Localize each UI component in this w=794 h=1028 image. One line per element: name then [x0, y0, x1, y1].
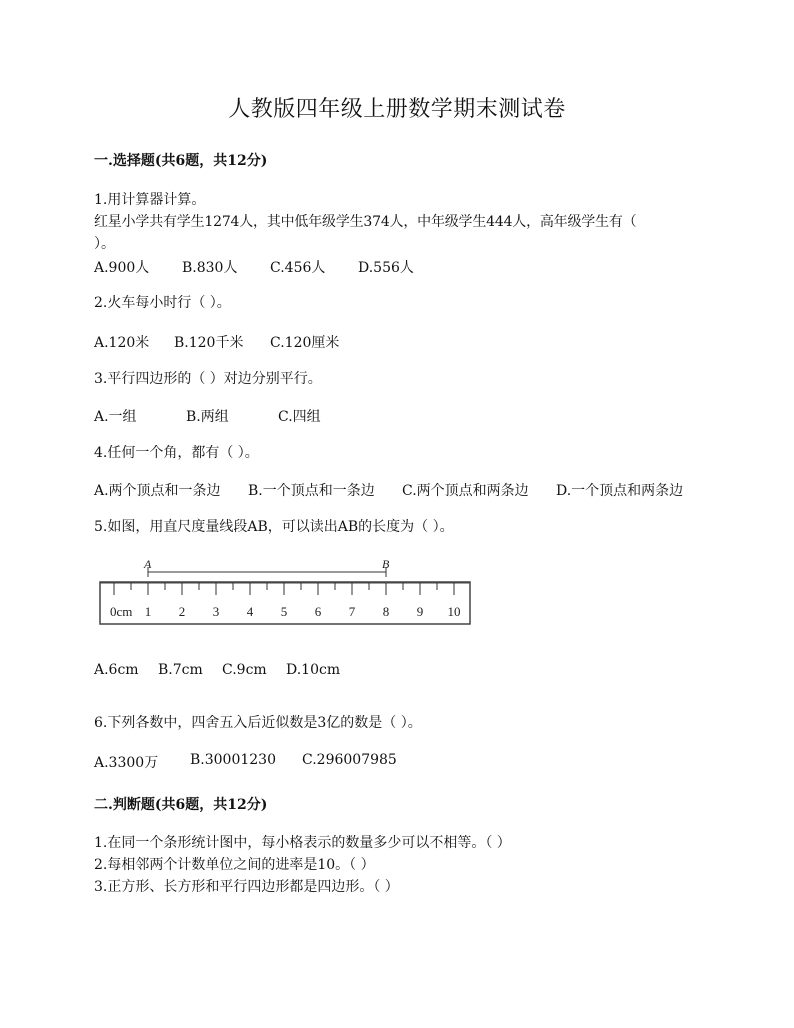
- q6-text: 6.下列各数中，四舍五入后近似数是3亿的数是（ ）。: [94, 715, 422, 731]
- q6-option-a: A.3300万: [94, 755, 159, 771]
- ruler-label: 3: [212, 604, 220, 619]
- q4-option-b: B.一个顶点和一条边: [248, 483, 375, 499]
- ruler-label: 4: [246, 604, 254, 619]
- q1-option-d: D.556人: [358, 260, 414, 276]
- q4-text: 4.任何一个角，都有（ ）。: [94, 445, 259, 461]
- q1-option-c: C.456人: [270, 260, 326, 276]
- q3-option-b: B.两组: [186, 409, 229, 425]
- q5-option-c: C.9cm: [222, 662, 267, 678]
- judge-item-3: 3.正方形、长方形和平行四边形都是四边形。（ ）: [94, 879, 399, 895]
- point-b-label: B: [382, 557, 390, 571]
- ruler-label: 10: [447, 604, 461, 619]
- q2-option-c: C.120厘米: [270, 335, 340, 351]
- q6-option-b: B.30001230: [190, 752, 276, 768]
- q6-option-c: C.296007985: [302, 752, 397, 768]
- q1-line2: 红星小学共有学生1274人，其中低年级学生374人，中年级学生444人，高年级学生有（: [94, 214, 637, 230]
- ruler-label: 7: [348, 604, 356, 619]
- q3-options: [94, 406, 321, 426]
- q1-line1: 1.用计算器计算。: [94, 192, 206, 208]
- q5-text: 5.如图，用直尺度量线段AB，可以读出AB的长度为（ ）。: [94, 519, 454, 535]
- q1-line3: ）。: [94, 236, 115, 252]
- q3-option-c: C.四组: [278, 409, 321, 425]
- ruler-label: 0cm: [110, 604, 133, 619]
- q1-option-b: B.830人: [182, 260, 238, 276]
- q5-option-d: D.10cm: [286, 662, 341, 678]
- ruler-figure: [96, 552, 476, 630]
- ruler-label: 8: [382, 604, 390, 619]
- section-1-heading: 一.选择题(共6题，共12分): [94, 153, 268, 169]
- ruler-svg: [96, 552, 476, 630]
- q4-option-a: A.两个顶点和一条边: [94, 483, 221, 499]
- q4-option-c: C.两个顶点和两条边: [402, 483, 529, 499]
- ruler-label: 9: [416, 604, 424, 619]
- ruler-label: 6: [314, 604, 322, 619]
- q3-text: 3.平行四边形的（ ）对边分别平行。: [94, 371, 322, 387]
- ruler-label: 1: [144, 604, 152, 619]
- q2-options: [94, 332, 339, 352]
- q5-options: [94, 662, 340, 678]
- q1-options: [94, 257, 414, 277]
- point-a-label: A: [144, 557, 152, 571]
- q6-options: [94, 752, 397, 772]
- section-2-heading: 二.判断题(共6题，共12分): [94, 797, 268, 813]
- ruler-label: 2: [178, 604, 186, 619]
- q1-option-a: A.900人: [94, 260, 150, 276]
- q3-option-a: A.一组: [94, 409, 137, 425]
- q4-options: [94, 480, 683, 500]
- judge-item-2: 2.每相邻两个计数单位之间的进率是10。（ ）: [94, 857, 375, 873]
- q2-option-b: B.120千米: [174, 335, 244, 351]
- page-title: 人教版四年级上册数学期末测试卷: [228, 97, 566, 122]
- q5-option-b: B.7cm: [158, 662, 203, 678]
- q5-option-a: A.6cm: [94, 662, 139, 678]
- q4-option-d: D.一个顶点和两条边: [556, 483, 684, 499]
- ruler-label: 5: [280, 604, 288, 619]
- q2-option-a: A.120米: [94, 335, 150, 351]
- q2-text: 2.火车每小时行（ ）。: [94, 295, 231, 311]
- judge-item-1: 1.在同一个条形统计图中，每小格表示的数量多少可以不相等。（ ）: [94, 835, 511, 851]
